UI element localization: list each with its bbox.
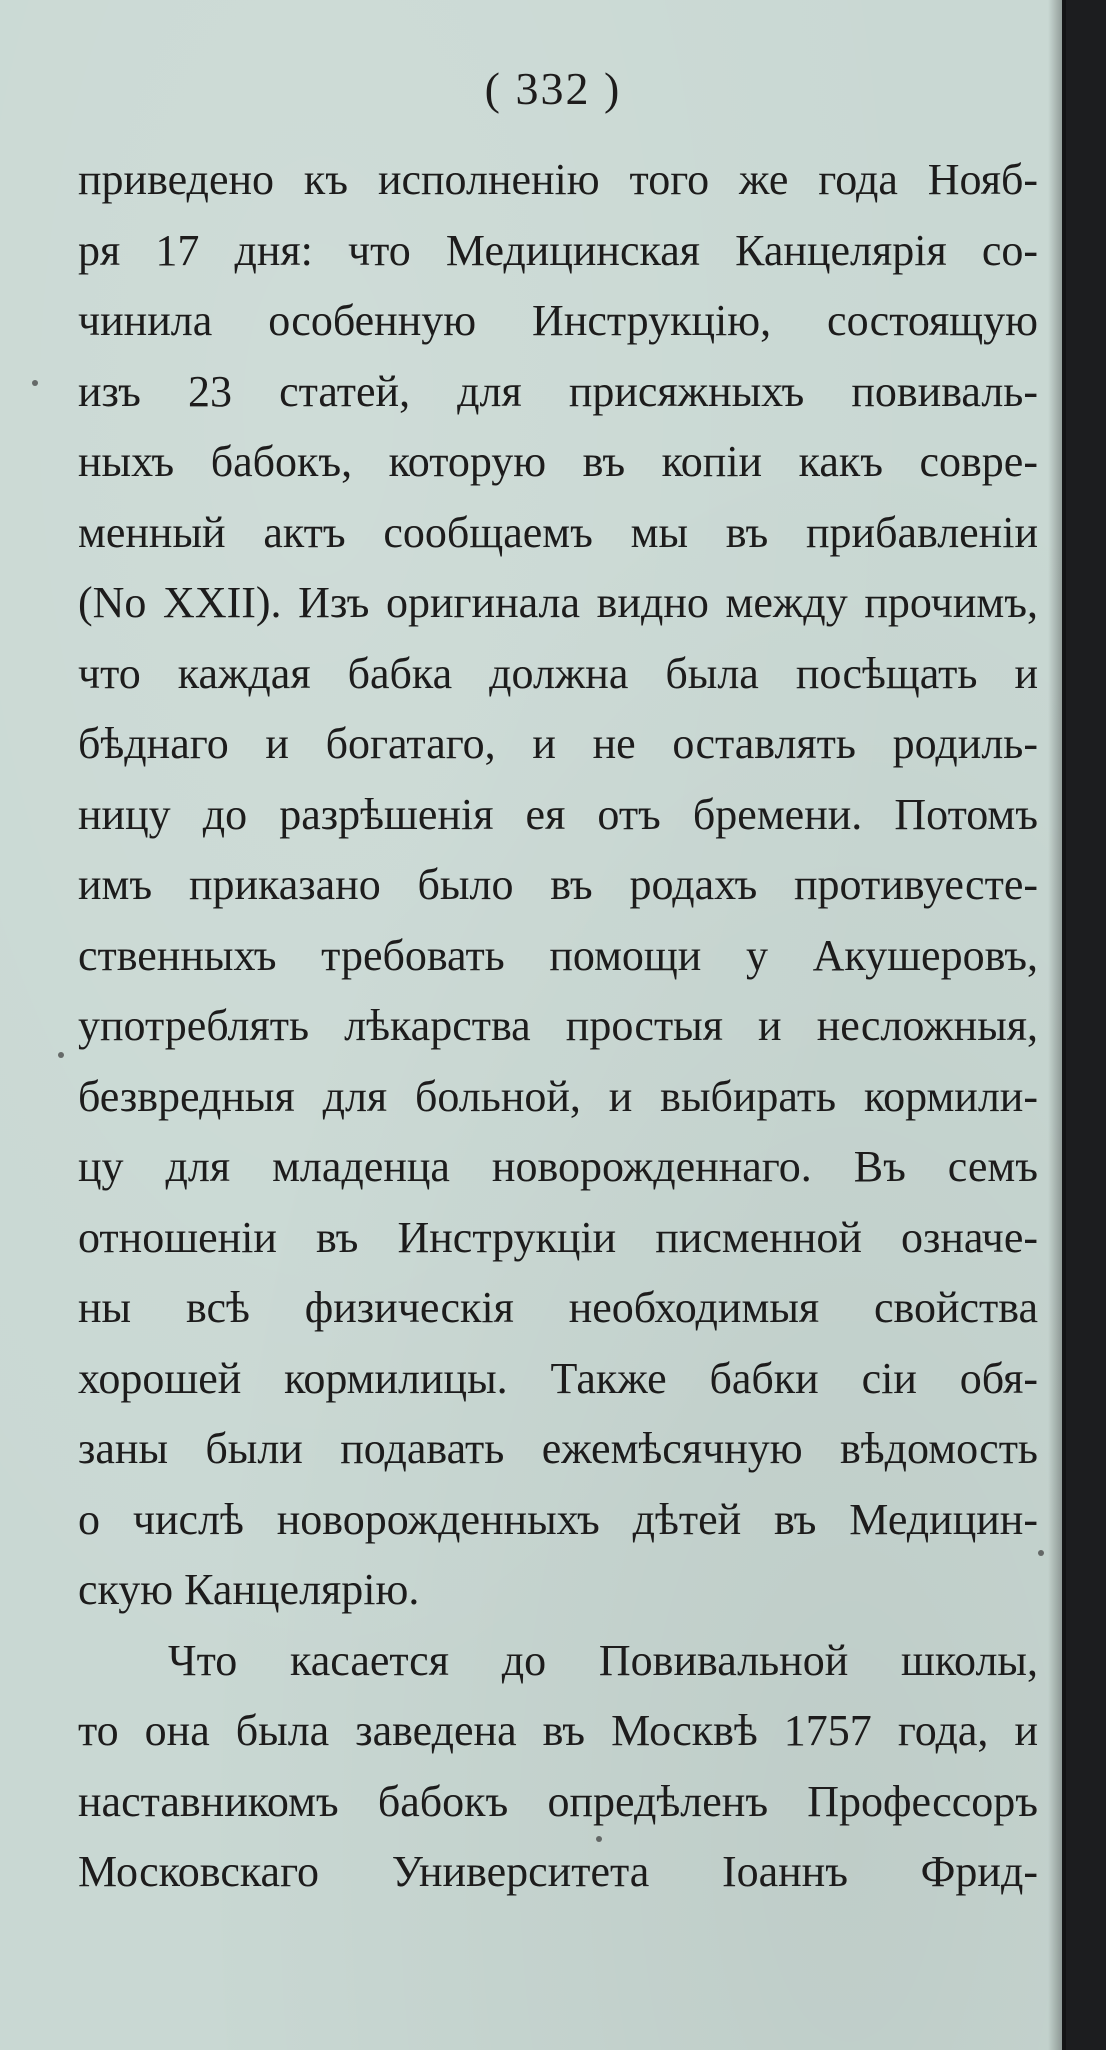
page-number: ( 332 )	[484, 63, 622, 114]
text-line: ныхъ бабокъ, которую въ копіи какъ совре-	[78, 437, 1038, 486]
text-line: наставникомъ бабокъ опредѣленъ Профессоръ	[78, 1776, 1038, 1826]
text-line: ря 17 дня: что Медицинская Канцелярія со-	[78, 225, 1038, 275]
page-edge-shadow	[1048, 0, 1066, 2050]
text-line: бѣднаго и богатаго, и не оставлять родиль-	[78, 719, 1038, 768]
paragraph-2	[78, 1626, 1038, 1908]
text-line: что каждая бабка должна была посѣщать и	[78, 648, 1038, 698]
paragraph-1	[78, 145, 1038, 1626]
text-line: скую Канцелярію.	[78, 1565, 420, 1614]
text-line: безвредныя для больной, и выбирать кормили-	[78, 1071, 1038, 1121]
text-line: имъ приказано было въ родахъ противуесте-	[78, 860, 1038, 909]
text-line: ственныхъ требовать помощи у Акушеровъ,	[78, 930, 1038, 980]
ink-speck	[32, 380, 38, 386]
text-line: Что касается до Повивальной школы,	[168, 1635, 1038, 1685]
text-line: о числѣ новорожденныхъ дѣтей въ Медицин-	[78, 1494, 1038, 1544]
text-line: цу для младенца новорожденнаго. Въ семъ	[78, 1142, 1038, 1191]
text-line: ницу до разрѣшенія ея отъ бремени. Потомъ	[78, 789, 1038, 839]
text-line: заны были подавать ежемѣсячную вѣдомость	[78, 1424, 1038, 1473]
text-line: употреблять лѣкарства простыя и несложныя,	[78, 1001, 1038, 1050]
text-line: Московскаго Университета Іоаннъ Фрид-	[78, 1847, 1038, 1896]
text-line: изъ 23 статей, для присяжныхъ повиваль-	[78, 366, 1038, 416]
ink-speck	[1038, 1550, 1044, 1556]
text-line: приведено къ исполненію того же года Нояб-	[78, 155, 1038, 204]
text-line: отношеніи въ Инструкціи писменной означе-	[78, 1212, 1038, 1262]
ink-speck	[58, 1052, 64, 1058]
text-line: чинила особенную Инструкцію, состоящую	[78, 296, 1038, 345]
text-line: (No XXII). Изъ оригинала видно между прочимъ,	[78, 578, 1038, 627]
text-line: то она была заведена въ Москвѣ 1757 года, и	[78, 1706, 1038, 1755]
text-line: менный актъ сообщаемъ мы въ прибавленіи	[78, 507, 1038, 557]
body-text	[78, 145, 1038, 1908]
ink-speck	[596, 1836, 602, 1842]
text-line: хорошей кормилицы. Также бабки сіи обя-	[78, 1353, 1038, 1403]
text-line: ны всѣ физическія необходимыя свойства	[78, 1283, 1038, 1332]
